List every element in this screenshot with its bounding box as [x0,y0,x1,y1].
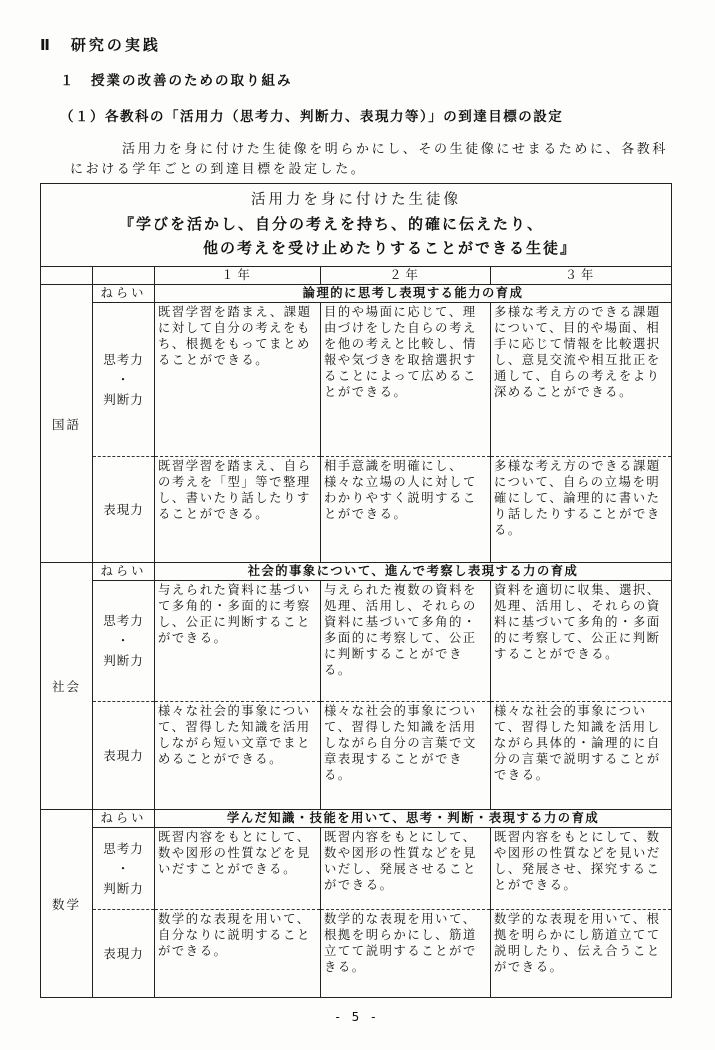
goal-cell: 与えられた複数の資料を処理、活用し、それらの資料に基づいて多角的・多面的に考察して、公正に判断することができる。 [321,581,491,702]
expression-label: 表現力 [93,702,155,810]
think-judge-label: 思考力 ・ 判断力 [93,303,155,457]
item-heading: （１）各教科の「活用力（思考力、判断力、表現力等）」の到達目標の設定 [60,109,564,125]
expression-label: 表現力 [93,457,155,563]
goal-cell: 目的や場面に応じて、理由づけをした自らの考えを他の考えと比較し、情報や気づきを取捨選択することによって広めることができる。 [321,303,491,457]
nerai-label: ねらい [93,563,155,581]
nerai-label: ねらい [93,810,155,828]
year-header: ３年 [491,267,672,285]
intro-paragraph: 活用力を身に付けた生徒像を明らかにし、その生徒像にせまるために、各教科における学年ごとの到達目標を設定した。 [70,142,669,177]
corner-cell [93,267,155,285]
year-header: ２年 [321,267,491,285]
goal-cell: 既習内容をもとにして、数や図形の性質などを見いだすことができる。 [155,828,321,910]
nerai-text: 学んだ知識・技能を用いて、思考・判断・表現する力の育成 [155,810,672,828]
goal-cell: 様々な社会的事象について、習得した知識を活用しながら具体的・論理的に自分の言葉で説明することができる。 [491,702,672,810]
corner-cell [41,267,93,285]
goal-cell: 既習内容をもとにして、数や図形の性質などを見いだし、発展させることができる。 [321,828,491,910]
think-judge-label: 思考力 ・ 判断力 [93,828,155,910]
subject-label: 社会 [41,563,93,810]
goal-cell: 既習学習を踏まえ、課題に対して自分の考えをもち、根拠をもってまとめることができる。 [155,303,321,457]
expression-label: 表現力 [93,910,155,998]
goal-cell: 様々な社会的事象について、習得した知識を活用しながら自分の言葉で文章表現することができる。 [321,702,491,810]
goal-cell: 多様な考え方のできる課題について、目的や場面、相手に応じて情報を比較選択し、意見交流や相互批正を通して、自らの考えをより深めることができる。 [491,303,672,457]
subsection-heading: １ 授業の改善のための取り組み [60,73,293,89]
goal-cell: 多様な考え方のできる課題について、自らの立場を明確にして、論理的に書いたり話したりすることができる。 [491,457,672,563]
year-header: １年 [155,267,321,285]
goal-cell: 数学的な表現を用いて、自分なりに説明することができる。 [155,910,321,998]
goal-cell: 相手意識を明確にし、様々な立場の人に対してわかりやすく説明することができる。 [321,457,491,563]
goal-cell: 数学的な表現を用いて、根拠を明らかにし筋道立てて説明したり、伝え合うことができる。 [491,910,672,998]
nerai-label: ねらい [93,285,155,303]
section-heading: Ⅱ 研究の実践 [40,36,161,54]
goal-cell: 数学的な表現を用いて、根拠を明らかにし、筋道立てて説明することができる。 [321,910,491,998]
banner-line-2: 他の考えを受け止めたりすることができる生徒』 [203,239,578,257]
subject-label: 数学 [41,810,93,998]
think-judge-label: 思考力 ・ 判断力 [93,581,155,702]
goals-table [40,183,672,998]
banner-title: 活用力を身に付けた生徒像 [251,192,462,208]
subject-label: 国語 [41,285,93,563]
goal-cell: 既習学習を踏まえ、自らの考えを「型」等で整理し、書いたり話したりすることができる。 [155,457,321,563]
goal-cell: 与えられた資料に基づいて多角的・多面的に考察し、公正に判断することができる。 [155,581,321,702]
page-number: - 5 - [335,1010,380,1024]
goal-cell: 既習内容をもとにして、数や図形の性質などを見いだし、発展させ、探究することができる。 [491,828,672,910]
banner-line-1: 『学びを活かし、自分の考えを持ち、的確に伝えたり、 [119,215,545,233]
student-image-banner [41,184,672,267]
nerai-text: 社会的事象について、進んで考察し表現する力の育成 [155,563,672,581]
goal-cell: 様々な社会的事象について、習得した知識を活用しながら短い文章でまとめることができる。 [155,702,321,810]
nerai-text: 論理的に思考し表現する能力の育成 [155,285,672,303]
goal-cell: 資料を適切に収集、選択、処理、活用し、それらの資料に基づいて多角的・多面的に考察して、公正に判断することができる。 [491,581,672,702]
